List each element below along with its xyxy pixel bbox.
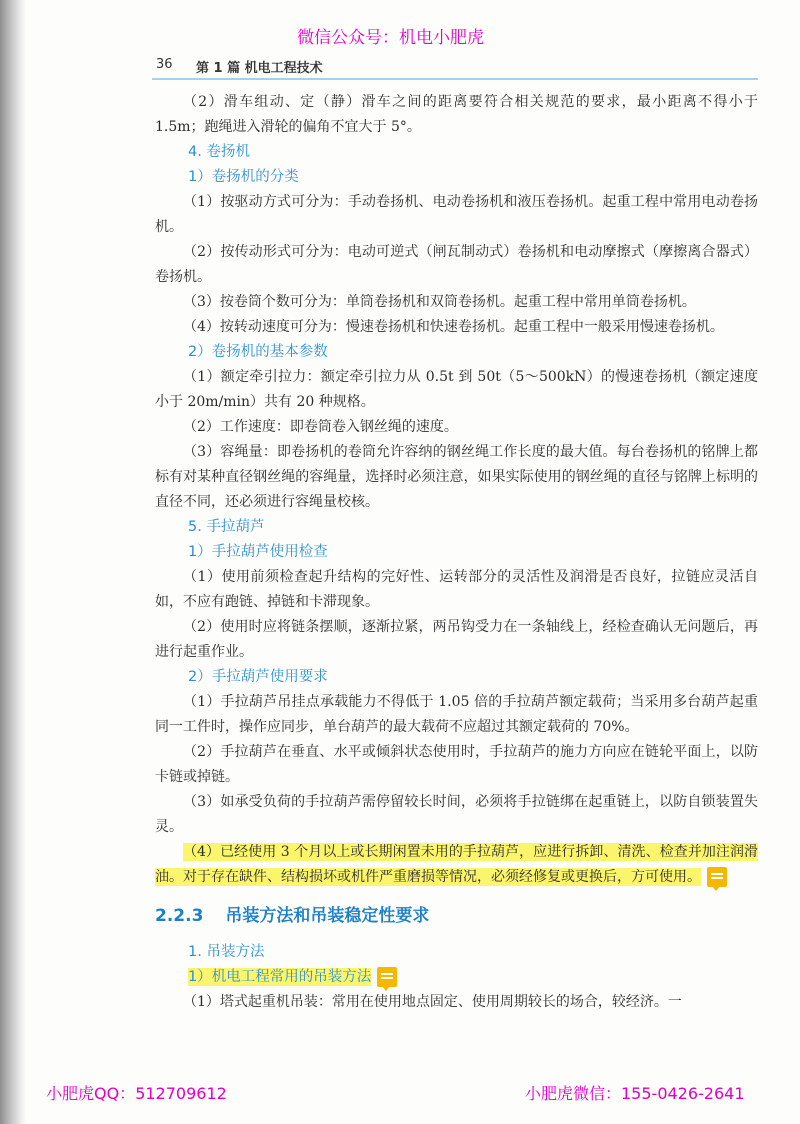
heading-winch: 4. 卷扬机 [188, 144, 250, 160]
page-body [155, 90, 758, 1015]
heading-highlight[interactable]: 1）机电工程常用的吊装方法 [188, 969, 372, 985]
paragraph: （3）容绳量：即卷扬机的卷筒允许容纳的钢丝绳工作长度的最大值。每台卷扬机的铭牌上都标有对某种直径钢丝绳的容绳量，选择时必须注意，如果实际使用的钢丝绳的直径与铭牌上标明的直径不同，还必须进行容绳量校核。 [155, 444, 758, 510]
paragraph: （1）塔式起重机吊装：常用在使用地点固定、使用周期较长的场合，较经济。一 [183, 994, 682, 1010]
section-number: 2.2.3 [155, 906, 204, 926]
page-gutter-shadow [0, 0, 26, 1124]
section-heading [155, 902, 758, 930]
paragraph: （1）按驱动方式可分为：手动卷扬机、电动卷扬机和液压卷扬机。起重工程中常用电动卷扬机。 [155, 194, 758, 235]
heading-hoist: 5. 手拉葫芦 [188, 519, 265, 535]
subheading-hoist-req: 2）手拉葫芦使用要求 [188, 669, 328, 685]
paragraph: （1）手拉葫芦吊挂点承载能力不得低于 1.05 倍的手拉葫芦额定载荷；当采用多台葫芦起重同一工件时，操作应同步，单台葫芦的最大载荷不应超过其额定载荷的 70%。 [155, 694, 758, 735]
paragraph: （1）使用前须检查起升结构的完好性、运转部分的灵活性及润滑是否良好，拉链应灵活自如，不应有跑链、掉链和卡滞现象。 [155, 569, 758, 610]
paragraph: （3）如承受负荷的手拉葫芦需停留较长时间，必须将手拉链绑在起重链上，以防自锁装置失灵。 [155, 794, 758, 835]
section-title: 吊装方法和吊装稳定性要求 [225, 906, 430, 926]
note-icon[interactable] [377, 967, 397, 987]
heading-method: 1. 吊装方法 [188, 944, 265, 960]
paragraph: （2）滑车组动、定（静）滑车之间的距离要符合相关规范的要求，最小距离不得小于 1.5m；跑绳进入滑轮的偏角不宜大于 5°。 [155, 94, 758, 135]
paragraph: （2）按传动形式可分为：电动可逆式（闸瓦制动式）卷扬机和电动摩擦式（摩擦离合器式）卷扬机。 [155, 244, 758, 285]
highlighted-paragraph [155, 840, 758, 890]
subheading-winch-param: 2）卷扬机的基本参数 [188, 344, 328, 360]
subheading-winch-class: 1）卷扬机的分类 [188, 169, 299, 185]
running-header [152, 52, 758, 80]
note-icon[interactable] [707, 867, 727, 887]
watermark-bottom-left: 小肥虎QQ：512709612 [46, 1084, 227, 1103]
paragraph: （3）按卷筒个数可分为：单筒卷扬机和双筒卷扬机。起重工程中常用单筒卷扬机。 [183, 294, 696, 310]
paragraph: （2）手拉葫芦在垂直、水平或倾斜状态使用时，手拉葫芦的施力方向应在链轮平面上，以防卡链或掉链。 [155, 744, 758, 785]
subheading-method-common [155, 965, 758, 990]
page-number: 36 [156, 57, 173, 72]
paragraph: （2）工作速度：即卷筒卷入钢丝绳的速度。 [183, 419, 458, 435]
subheading-hoist-check: 1）手拉葫芦使用检查 [188, 544, 328, 560]
paragraph: （2）使用时应将链条摆顺，逐渐拉紧，两吊钩受力在一条轴线上，经检查确认无问题后，再进行起重作业。 [155, 619, 758, 660]
watermark-bottom-right: 小肥虎微信：155-0426-2641 [525, 1084, 745, 1103]
part-title: 第 1 篇 机电工程技术 [196, 61, 323, 76]
text-highlight[interactable]: （4）已经使用 3 个月以上或长期闲置未用的手拉葫芦，应进行拆卸、清洗、检查并加注润滑油。对于存在缺件、结构损坏或机件严重磨损等情况，必须经修复或更换后，方可使用。 [155, 844, 758, 885]
watermark-top: 微信公众号：机电小肥虎 [297, 28, 484, 48]
paragraph: （4）按转动速度可分为：慢速卷扬机和快速卷扬机。起重工程中一般采用慢速卷扬机。 [183, 319, 724, 335]
paragraph: （1）额定牵引拉力：额定牵引拉力从 0.5t 到 50t（5～500kN）的慢速卷扬机（额定速度小于 20m/min）共有 20 种规格。 [155, 369, 758, 410]
